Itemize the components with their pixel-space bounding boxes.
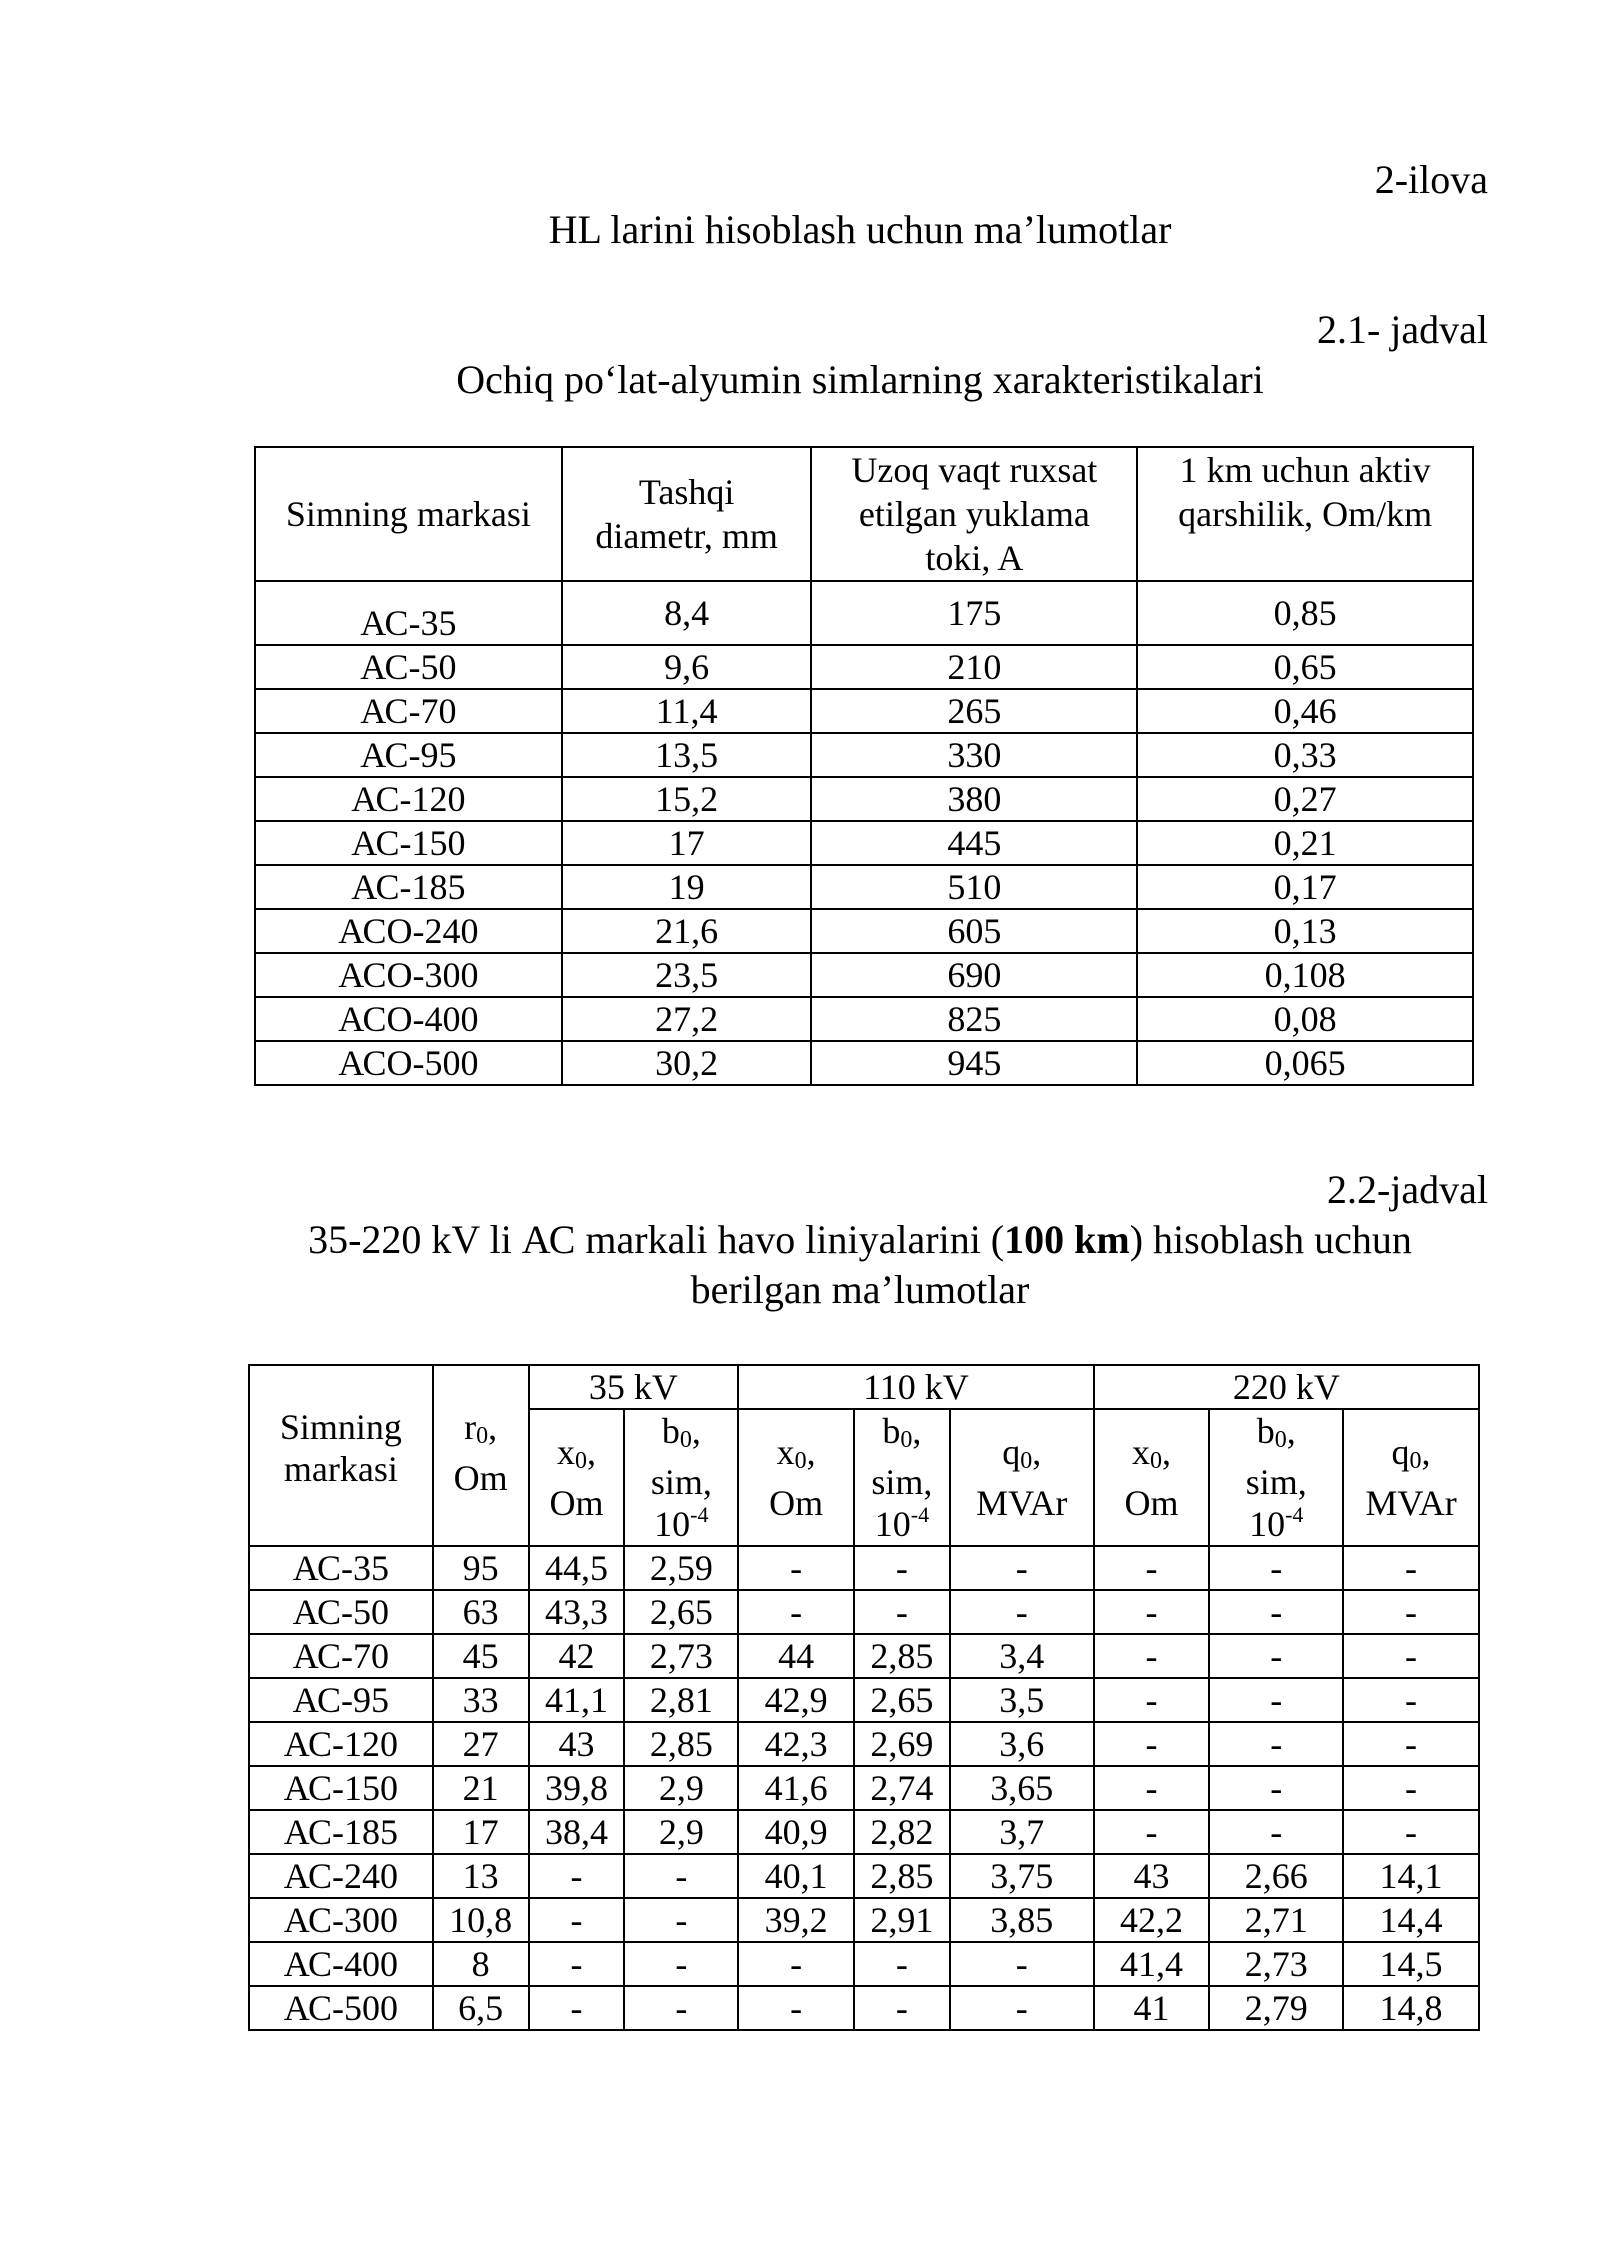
- header-tashqi-diametr-text: Tashqi diametr, mm: [595, 472, 778, 556]
- table-cell: АС-95: [255, 733, 562, 777]
- table2-title-bold: 100 km: [1004, 1217, 1130, 1262]
- table-cell: АС-120: [255, 777, 562, 821]
- table-cell: АС-300: [249, 1898, 433, 1942]
- table-cell: АС-185: [249, 1810, 433, 1854]
- table-cell: 13: [433, 1854, 529, 1898]
- table-cell: АС-240: [249, 1854, 433, 1898]
- table-cell: 41,6: [738, 1766, 854, 1810]
- header-yuklama-toki: [811, 447, 1137, 581]
- table-cell: 3,5: [950, 1678, 1094, 1722]
- table-cell: 43,3: [529, 1590, 625, 1634]
- table-cell: -: [529, 1898, 625, 1942]
- table-cell: АС-35: [249, 1546, 433, 1590]
- table-cell: -: [1343, 1546, 1479, 1590]
- table-row: [255, 733, 1473, 777]
- table-cell: АС-95: [249, 1678, 433, 1722]
- table-cell: -: [1094, 1634, 1210, 1678]
- table-cell: 27,2: [562, 997, 812, 1041]
- table-cell: АС-400: [249, 1942, 433, 1986]
- table-cell: АС-50: [249, 1590, 433, 1634]
- t2-header-simning: [249, 1365, 433, 1546]
- table-cell: 39,2: [738, 1898, 854, 1942]
- b0-symbol: b: [661, 1411, 680, 1451]
- table-cell: 2,85: [854, 1854, 950, 1898]
- b0-pow-exp: -4: [1285, 1502, 1304, 1527]
- table-cell: 17: [562, 821, 812, 865]
- table-cell: -: [1094, 1722, 1210, 1766]
- table-cell: 2,71: [1209, 1898, 1343, 1942]
- table-cell: -: [1343, 1678, 1479, 1722]
- table-cell: 2,82: [854, 1810, 950, 1854]
- table-cell: АСО-400: [255, 997, 562, 1041]
- table2-label: 2.2-jadval: [1326, 1167, 1488, 1212]
- table-cell: 14,1: [1343, 1854, 1479, 1898]
- table-cell: -: [1343, 1722, 1479, 1766]
- table-cell: 0,17: [1137, 865, 1473, 909]
- x0-sub: 0: [575, 1448, 588, 1474]
- table-row: [255, 865, 1473, 909]
- table-cell: -: [1343, 1590, 1479, 1634]
- t2-subheader-x0-220kv: $x_0$, Om: [1094, 1409, 1210, 1546]
- t2-subheader-b0-220kv: $b_0$, sim, $10^{-4}$: [1209, 1409, 1343, 1546]
- line-parameters-table: [248, 1364, 1480, 2031]
- table-cell: -: [624, 1898, 738, 1942]
- table-cell: -: [1343, 1810, 1479, 1854]
- table-row: [255, 997, 1473, 1041]
- table-row: [255, 689, 1473, 733]
- b0-unit: sim,: [871, 1462, 933, 1502]
- table-row: [255, 645, 1473, 689]
- table-row: [255, 1041, 1473, 1085]
- table-cell: 13,5: [562, 733, 812, 777]
- table-row: [249, 1678, 1479, 1722]
- table-cell: 19: [562, 865, 812, 909]
- table-cell: 0,08: [1137, 997, 1473, 1041]
- table-cell: -: [1343, 1634, 1479, 1678]
- table-row: [255, 953, 1473, 997]
- table-cell: 2,65: [854, 1678, 950, 1722]
- b0-sub: 0: [1274, 1427, 1287, 1453]
- table-cell: 605: [811, 909, 1137, 953]
- table-cell: -: [1343, 1766, 1479, 1810]
- page-title: HL larini hisoblash uchun ma’lumotlar: [548, 207, 1172, 252]
- table-cell: 3,4: [950, 1634, 1094, 1678]
- table-cell: -: [950, 1546, 1094, 1590]
- table-cell: 9,6: [562, 645, 812, 689]
- b0-pow-exp: -4: [690, 1502, 709, 1527]
- table-cell: 43: [1094, 1854, 1210, 1898]
- table-cell: 0,13: [1137, 909, 1473, 953]
- b0-unit: sim,: [650, 1462, 712, 1502]
- appendix-label: 2-ilova: [1374, 157, 1488, 202]
- table-cell: -: [738, 1986, 854, 2030]
- table-cell: 41: [1094, 1986, 1210, 2030]
- header-aktiv-qarshilik: [1137, 447, 1473, 581]
- x0-symbol: x: [776, 1432, 795, 1472]
- b0-pow-exp: -4: [910, 1502, 930, 1527]
- table-cell: 42,9: [738, 1678, 854, 1722]
- table-row: [249, 1810, 1479, 1854]
- table-row: [249, 1590, 1479, 1634]
- t2-subheader-b0-35kv: $b_0$, sim, $10^{-4}$: [624, 1409, 738, 1546]
- table-cell: -: [1094, 1766, 1210, 1810]
- table-cell: 30,2: [562, 1041, 812, 1085]
- table-cell: АС-185: [255, 865, 562, 909]
- table-cell: 2,9: [624, 1766, 738, 1810]
- table-cell: -: [1209, 1634, 1343, 1678]
- table-cell: 0,33: [1137, 733, 1473, 777]
- table-cell: -: [950, 1986, 1094, 2030]
- b0-pow-base: 10: [1249, 1504, 1286, 1544]
- table-cell: -: [738, 1546, 854, 1590]
- table-cell: АС-150: [255, 821, 562, 865]
- table-cell: 3,65: [950, 1766, 1094, 1810]
- table-cell: -: [1094, 1810, 1210, 1854]
- q0-unit: MVAr: [1365, 1483, 1457, 1523]
- table-cell: 2,69: [854, 1722, 950, 1766]
- table-row: [255, 821, 1473, 865]
- q0-sub: 0: [1020, 1448, 1033, 1474]
- table-row: [255, 581, 1473, 645]
- table-cell: 210: [811, 645, 1137, 689]
- table-cell: 41,4: [1094, 1942, 1210, 1986]
- table-cell: 825: [811, 997, 1137, 1041]
- t2-header-simning-l1: Simning: [279, 1407, 402, 1447]
- table-cell: 0,065: [1137, 1041, 1473, 1085]
- table-cell: -: [1209, 1722, 1343, 1766]
- table-cell: -: [1094, 1546, 1210, 1590]
- table-cell: -: [1209, 1766, 1343, 1810]
- table-cell: 6,5: [433, 1986, 529, 2030]
- table-cell: -: [1209, 1810, 1343, 1854]
- table-cell: -: [1094, 1590, 1210, 1634]
- table-cell: 63: [433, 1590, 529, 1634]
- table2-title-part-a: 35-220 kV li АС markali havo liniyalarini (: [308, 1217, 1005, 1262]
- x0-unit: Om: [769, 1483, 824, 1523]
- table-cell: 0,65: [1137, 645, 1473, 689]
- table-cell: 175: [811, 581, 1137, 645]
- table-cell: 380: [811, 777, 1137, 821]
- q0-unit: MVAr: [976, 1483, 1068, 1523]
- table-cell: 23,5: [562, 953, 812, 997]
- table-cell: 2,73: [1209, 1942, 1343, 1986]
- table-cell: 2,74: [854, 1766, 950, 1810]
- table-cell: 27: [433, 1722, 529, 1766]
- table-cell: 330: [811, 733, 1137, 777]
- table-cell: 2,59: [624, 1546, 738, 1590]
- table-cell: -: [624, 1942, 738, 1986]
- table-cell: 95: [433, 1546, 529, 1590]
- t2-subheader-q0-220kv: $q_0$, MVAr: [1343, 1409, 1479, 1546]
- q0-symbol: q: [1002, 1432, 1021, 1472]
- table-cell: -: [854, 1942, 950, 1986]
- table1-label: 2.1- jadval: [1316, 307, 1488, 352]
- table-cell: -: [624, 1854, 738, 1898]
- table2-title-line2: berilgan ma’lumotlar: [690, 1267, 1030, 1312]
- table-cell: -: [529, 1986, 625, 2030]
- b0-sub: 0: [679, 1427, 692, 1453]
- table-cell: 265: [811, 689, 1137, 733]
- table-cell: 44: [738, 1634, 854, 1678]
- header-simning-markasi: Simning markasi: [255, 447, 562, 581]
- table-row: [255, 909, 1473, 953]
- table-cell: 39,8: [529, 1766, 625, 1810]
- table-cell: АСО-240: [255, 909, 562, 953]
- table-cell: 2,79: [1209, 1986, 1343, 2030]
- table-cell: -: [1209, 1678, 1343, 1722]
- q0-symbol: q: [1391, 1432, 1410, 1472]
- table-cell: -: [1094, 1678, 1210, 1722]
- table1-title: Ochiq po‘lat-alyumin simlarning xarakteristikalari: [456, 357, 1264, 402]
- q0-sub: 0: [1409, 1448, 1422, 1474]
- t2-header-simning-l2: markasi: [283, 1449, 398, 1489]
- table-cell: 0,21: [1137, 821, 1473, 865]
- table-cell: -: [1209, 1590, 1343, 1634]
- table-cell: 45: [433, 1634, 529, 1678]
- t2-subheader-q0-110kv: $q_0$, MVAr: [950, 1409, 1094, 1546]
- table-cell: 2,81: [624, 1678, 738, 1722]
- x0-unit: Om: [1124, 1483, 1179, 1523]
- characteristics-table: [254, 446, 1474, 1086]
- table-row: [249, 1766, 1479, 1810]
- table-cell: 42,3: [738, 1722, 854, 1766]
- table-cell: АСО-500: [255, 1041, 562, 1085]
- t2-r0-sub: 0: [476, 1423, 489, 1449]
- b0-pow-base: 10: [874, 1504, 911, 1544]
- table-cell: 17: [433, 1810, 529, 1854]
- table-cell: 44,5: [529, 1546, 625, 1590]
- table-cell: 15,2: [562, 777, 812, 821]
- table-cell: АС-500: [249, 1986, 433, 2030]
- table-cell: -: [950, 1942, 1094, 1986]
- table-row: [249, 1546, 1479, 1590]
- t2-header-r0: $r_0$, Om: [433, 1365, 529, 1546]
- table-cell: АС-50: [255, 645, 562, 689]
- x0-symbol: x: [1132, 1432, 1151, 1472]
- table-cell: 690: [811, 953, 1137, 997]
- x0-symbol: x: [557, 1432, 576, 1472]
- table-cell: 38,4: [529, 1810, 625, 1854]
- table-cell: -: [529, 1854, 625, 1898]
- table-cell: -: [854, 1986, 950, 2030]
- table-cell: 21,6: [562, 909, 812, 953]
- table-cell: 3,85: [950, 1898, 1094, 1942]
- table-cell: -: [624, 1986, 738, 2030]
- table-cell: 0,85: [1137, 581, 1473, 645]
- table-cell: 2,9: [624, 1810, 738, 1854]
- table-cell: 42: [529, 1634, 625, 1678]
- b0-unit: sim,: [1245, 1462, 1307, 1502]
- table-cell: -: [1209, 1546, 1343, 1590]
- table-cell: -: [738, 1590, 854, 1634]
- table-cell: 0,27: [1137, 777, 1473, 821]
- table-cell: 8,4: [562, 581, 812, 645]
- table-cell: 14,5: [1343, 1942, 1479, 1986]
- table-cell: 2,73: [624, 1634, 738, 1678]
- table-row: [249, 1898, 1479, 1942]
- table-cell: 14,8: [1343, 1986, 1479, 2030]
- table-cell: 945: [811, 1041, 1137, 1085]
- table-cell: 21: [433, 1766, 529, 1810]
- table-cell: -: [529, 1942, 625, 1986]
- table-cell: 3,75: [950, 1854, 1094, 1898]
- table-row: [249, 1986, 1479, 2030]
- t2-group-35kv: 35 kV: [529, 1365, 739, 1409]
- table-cell: 43: [529, 1722, 625, 1766]
- b0-pow-base: 10: [654, 1504, 691, 1544]
- table-cell: 510: [811, 865, 1137, 909]
- table-cell: 2,85: [624, 1722, 738, 1766]
- table-cell: 445: [811, 821, 1137, 865]
- table-cell: 2,85: [854, 1634, 950, 1678]
- x0-sub: 0: [1150, 1448, 1163, 1474]
- table-cell: АСО-300: [255, 953, 562, 997]
- t2-group-110kv: 110 kV: [738, 1365, 1093, 1409]
- t2-r0-symbol: r: [464, 1407, 477, 1447]
- table2-title-line1: [0, 1216, 1600, 1264]
- table-cell: 0,108: [1137, 953, 1473, 997]
- table-cell: АС-120: [249, 1722, 433, 1766]
- header-aktiv-qarshilik-text: 1 km uchun aktiv qarshilik, Om/km: [1178, 450, 1433, 534]
- b0-sub: 0: [900, 1427, 913, 1453]
- b0-symbol: b: [1256, 1411, 1275, 1451]
- x0-sub: 0: [794, 1448, 807, 1474]
- table-cell: -: [738, 1942, 854, 1986]
- table-cell: 14,4: [1343, 1898, 1479, 1942]
- table-row: [255, 777, 1473, 821]
- table-cell: АС-70: [255, 689, 562, 733]
- t2-group-220kv: 220 kV: [1094, 1365, 1479, 1409]
- t2-r0-unit: Om: [453, 1458, 508, 1498]
- table-row: [249, 1722, 1479, 1766]
- table-cell: -: [854, 1546, 950, 1590]
- header-tashqi-diametr: [562, 447, 812, 581]
- table-cell: АС-70: [249, 1634, 433, 1678]
- table-cell: 8: [433, 1942, 529, 1986]
- table-row: [249, 1634, 1479, 1678]
- table-cell: 41,1: [529, 1678, 625, 1722]
- table-cell: 40,1: [738, 1854, 854, 1898]
- table-row: [249, 1942, 1479, 1986]
- table-cell: 33: [433, 1678, 529, 1722]
- table2-title-part-b: ) hisoblash uchun: [1129, 1217, 1412, 1262]
- header-yuklama-toki-text: Uzoq vaqt ruxsat etilgan yuklama toki, A: [851, 450, 1098, 578]
- table-cell: 2,66: [1209, 1854, 1343, 1898]
- table-row: [249, 1854, 1479, 1898]
- table-cell: АС-35: [255, 581, 562, 645]
- x0-unit: Om: [549, 1483, 604, 1523]
- table-cell: АС-150: [249, 1766, 433, 1810]
- table-cell: 42,2: [1094, 1898, 1210, 1942]
- table-cell: 2,65: [624, 1590, 738, 1634]
- table-cell: 11,4: [562, 689, 812, 733]
- table-cell: 3,6: [950, 1722, 1094, 1766]
- t2-subheader-x0-110kv: $x_0$, Om: [738, 1409, 854, 1546]
- t2-subheader-x0-35kv: $x_0$, Om: [529, 1409, 625, 1546]
- t2-subheader-b0-110kv: $b_0$, sim, $10^{-4}$: [854, 1409, 950, 1546]
- table-cell: 0,46: [1137, 689, 1473, 733]
- b0-symbol: b: [882, 1411, 901, 1451]
- table-cell: -: [950, 1590, 1094, 1634]
- table-cell: 2,91: [854, 1898, 950, 1942]
- table-cell: 40,9: [738, 1810, 854, 1854]
- table-cell: 3,7: [950, 1810, 1094, 1854]
- table-cell: 10,8: [433, 1898, 529, 1942]
- table-cell: -: [854, 1590, 950, 1634]
